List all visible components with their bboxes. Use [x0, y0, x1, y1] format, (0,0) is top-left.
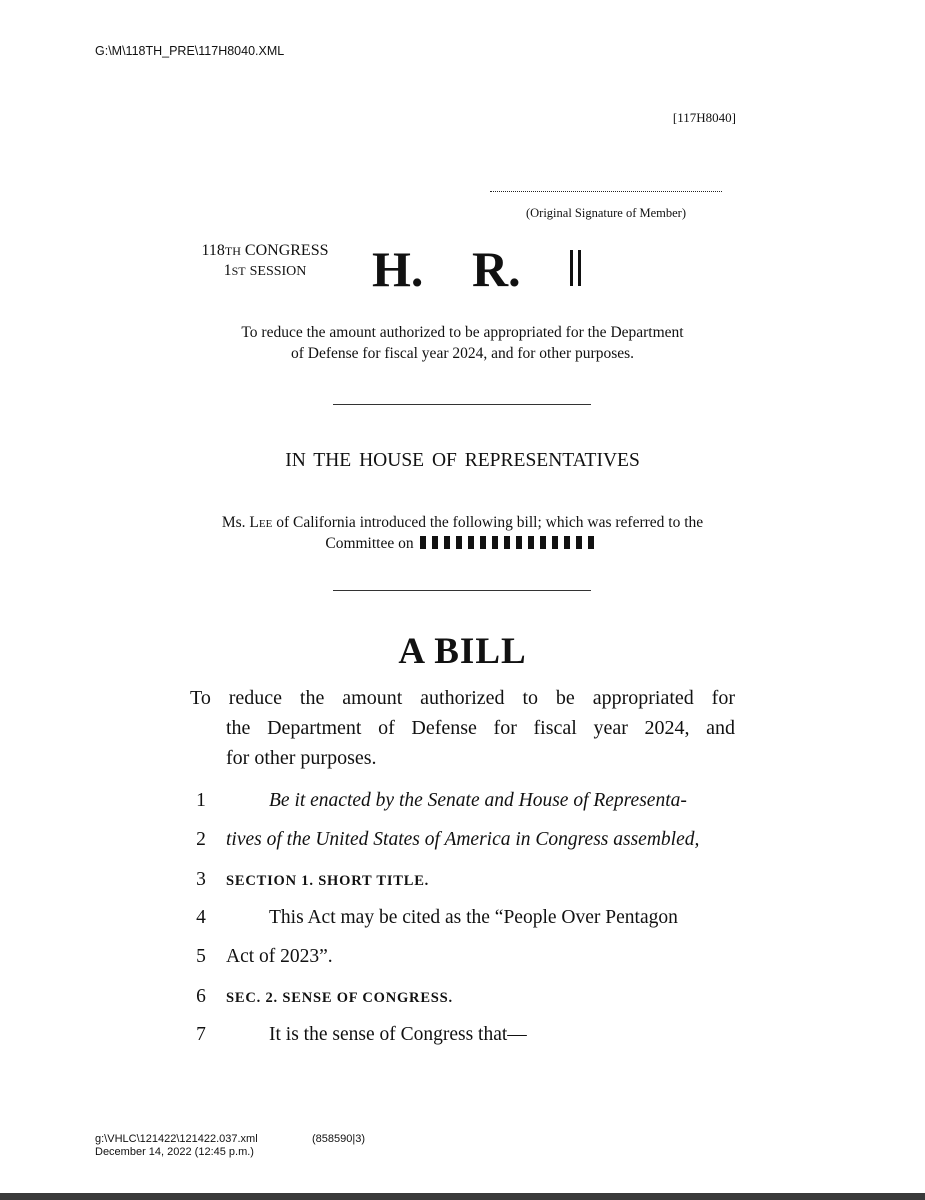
bill-line	[0, 946, 925, 974]
congress-number: 118	[201, 242, 225, 259]
bill-line	[0, 1024, 925, 1052]
bill-line	[0, 829, 925, 857]
section-heading: SEC. 2. SENSE OF CONGRESS.	[226, 990, 453, 1006]
session-line	[185, 261, 345, 282]
bill-prefix-h: H.	[372, 241, 424, 297]
document-id: [117H8040]	[672, 110, 736, 125]
committee-placeholder	[420, 534, 600, 555]
long-title-line: To reduce the amount authorized to be appropriated for	[190, 687, 735, 709]
line-text: Act of 2023”.	[226, 946, 333, 967]
short-description	[160, 322, 765, 364]
page-bottom-edge	[0, 1193, 925, 1200]
line-number: 7	[196, 1024, 206, 1045]
signature-line	[490, 191, 722, 192]
bill-line	[0, 790, 925, 818]
short-description-line: To reduce the amount authorized to be appropriated for the Department	[241, 324, 684, 341]
line-text: It is the sense of Congress that—	[269, 1024, 527, 1045]
member-title: Ms.	[221, 514, 246, 531]
bill-line	[0, 869, 925, 897]
line-text: Be it enacted by the Senate and House of Representa-	[269, 790, 687, 811]
long-title	[190, 683, 735, 773]
member-name: Lee	[249, 514, 273, 531]
congress-suffix: TH	[224, 244, 241, 258]
bill-number-placeholder	[570, 250, 586, 291]
footer-code: (858590|3)	[312, 1133, 366, 1145]
short-description-line: of Defense for fiscal year 2024, and for other purposes.	[290, 345, 635, 362]
bill-line	[0, 986, 925, 1014]
session-suffix: ST	[231, 264, 246, 278]
introduction	[160, 512, 765, 555]
introduction-text: of California introduced the following bill; which was referred to the	[276, 514, 704, 531]
introduction-line	[160, 512, 765, 533]
line-text: tives of the United States of America in Congress assembled,	[226, 829, 700, 850]
line-number: 2	[196, 829, 206, 850]
line-number: 3	[196, 869, 206, 890]
congress-word: CONGRESS	[244, 242, 329, 259]
footer-file-path: g:\VHLC\121422\121422.037.xml	[95, 1133, 258, 1145]
footer-path	[95, 1133, 258, 1159]
session-word: SESSION	[249, 264, 307, 279]
line-text: This Act may be cited as the “People Over Pentagon	[269, 907, 678, 928]
section-heading: SECTION 1. SHORT TITLE.	[226, 873, 430, 889]
long-title-line: the Department of Defense for fiscal year 2024, and	[226, 717, 735, 739]
session-number: 1	[223, 262, 232, 279]
congress-line	[185, 241, 345, 261]
congress-session	[185, 241, 345, 282]
line-number: 4	[196, 907, 206, 928]
bill-line	[0, 907, 925, 935]
signature-caption: (Original Signature of Member)	[525, 206, 687, 220]
long-title-line: for other purposes.	[226, 747, 377, 769]
line-number: 1	[196, 790, 206, 811]
house-heading: IN THE HOUSE OF REPRESENTATIVES	[285, 450, 640, 471]
bill-heading: A BILL	[398, 631, 527, 672]
file-path: G:\M\118TH_PRE\117H8040.XML	[95, 44, 285, 58]
committee-label: Committee on	[325, 535, 414, 552]
bill-prefix-r: R.	[472, 241, 521, 297]
divider-rule	[333, 590, 591, 591]
footer-date: December 14, 2022 (12:45 p.m.)	[95, 1146, 254, 1158]
divider-rule	[333, 404, 591, 405]
line-number: 6	[196, 986, 206, 1007]
line-number: 5	[196, 946, 206, 967]
committee-line	[160, 533, 765, 555]
